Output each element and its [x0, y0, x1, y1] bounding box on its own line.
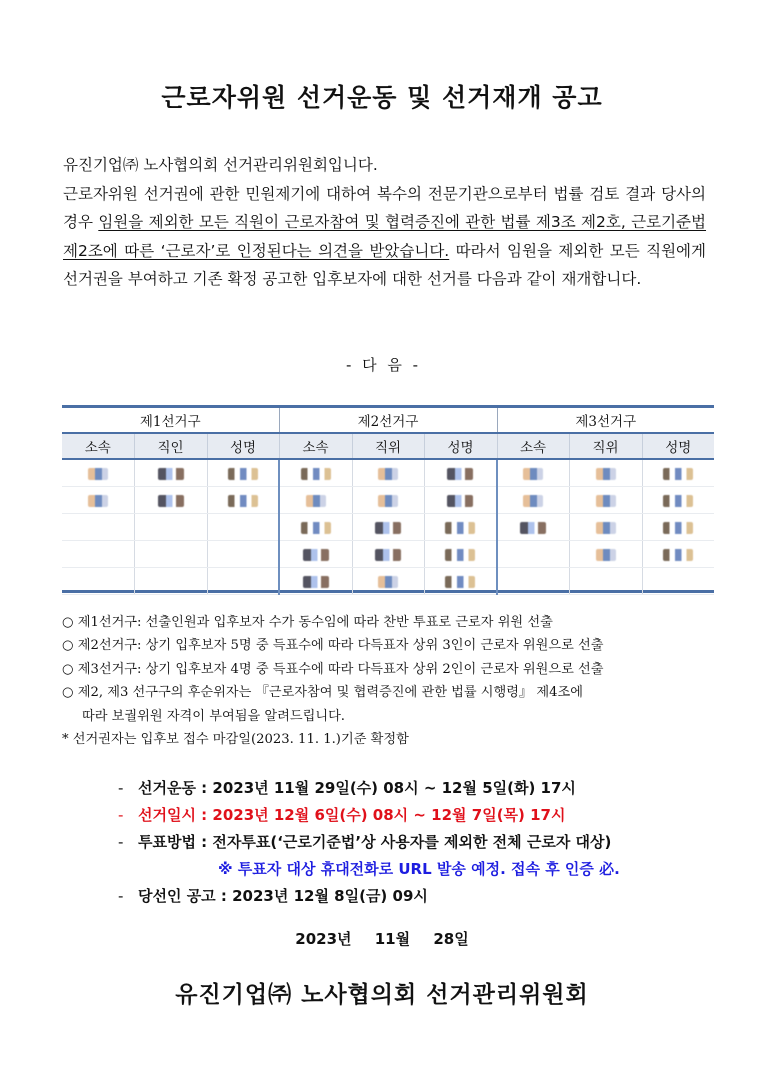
redacted-cell: [158, 468, 184, 480]
redacted-cell: [663, 495, 693, 507]
schedule: [118, 775, 620, 910]
table-row: [62, 568, 714, 595]
notice-date: 2023년 11월 28일: [295, 930, 469, 948]
col-header: 소속: [62, 433, 134, 459]
redacted-cell: [663, 468, 693, 480]
col-header: 소속: [279, 433, 352, 459]
schedule-voting-method: - 투표방법 : 전자투표(‘근로기준법’상 사용자를 제외한 전체 근로자 대상): [118, 833, 612, 851]
redacted-cell: [663, 522, 693, 534]
col-header: 직위: [352, 433, 424, 459]
redacted-cell: [378, 576, 398, 588]
note-voter-basis: * 선거권자는 입후보 접수 마감일(2023. 11. 1.)기준 확정함: [62, 732, 409, 748]
redacted-cell: [447, 495, 473, 507]
schedule-voting-note: ※ 투표자 대상 휴대전화로 URL 발송 예정. 접속 후 인증 必.: [218, 860, 620, 878]
intro-start: 근로자위원 선거권에 관한 민원제기에 대하여 복수의 전문기관으로부터 법률 검토 결과 당사의 경우: [63, 184, 706, 231]
note-zone-1: ○ 제1선거구: 선출인원과 입후보자 수가 동수임에 따라 찬반 투표로 근로자 위원 선출: [62, 615, 553, 630]
redacted-cell: [523, 495, 543, 507]
zone-2-header: 제2선거구: [279, 408, 497, 433]
redacted-cell: [306, 495, 326, 507]
redacted-cell: [520, 522, 546, 534]
redacted-cell: [596, 522, 616, 534]
col-header: 직위: [569, 433, 642, 459]
intro-text: [63, 151, 706, 294]
candidate-table: [62, 405, 714, 593]
redacted-cell: [228, 468, 258, 480]
redacted-cell: [303, 576, 329, 588]
redacted-cell: [158, 495, 184, 507]
intro-end: 따라서 임원을 제외한 모든 직원에게 선거권을 부여하고 기존 확정 공고한 입후보자에 대한 선거를 다음과 같이 재개합니다.: [63, 241, 707, 288]
intro-underlined: 임원을 제외한 모든 직원이 근로자참여 및 협력증진에 관한 법률 제3조 제2호, 근로기준법 제2조에 따른 ‘근로자’로 인정된다는 의견을 받았습니다.: [63, 213, 707, 260]
redacted-cell: [596, 495, 616, 507]
redacted-cell: [445, 549, 475, 561]
notice-title: 근로자위원 선거운동 및 선거재개 공고: [161, 83, 603, 112]
notes-list: [62, 611, 712, 751]
col-header: 성명: [424, 433, 497, 459]
redacted-cell: [88, 495, 108, 507]
redacted-cell: [375, 549, 401, 561]
note-zone-3: ○ 제3선거구: 상기 입후보자 4명 중 득표수에 따라 다득표자 상위 2인이 근로자 위원으로 선출: [62, 661, 604, 677]
redacted-cell: [301, 468, 331, 480]
note-successor: ○ 제2, 제3 선구구의 후순위자는 『근로자참여 및 협력증진에 관한 법률 시행령』 제4조에: [62, 685, 584, 701]
redacted-cell: [375, 522, 401, 534]
redacted-cell: [301, 522, 331, 534]
note-successor-cont: 따라 보궐위원 자격이 부여됨을 알려드립니다.: [82, 708, 346, 724]
col-header: 성명: [642, 433, 714, 459]
redacted-cell: [88, 468, 108, 480]
col-header: 직인: [134, 433, 207, 459]
col-header: 소속: [497, 433, 569, 459]
intro-line-1: 유진기업㈜ 노사협의회 선거관리위원회입니다.: [63, 156, 378, 174]
redacted-cell: [378, 468, 398, 480]
zone-3-header: 제3선거구: [497, 408, 714, 433]
redacted-cell: [445, 576, 475, 588]
zone-1-header: 제1선거구: [62, 408, 279, 433]
redacted-cell: [303, 549, 329, 561]
table-row: [62, 459, 714, 487]
redacted-cell: [378, 495, 398, 507]
note-zone-2: ○ 제2선거구: 상기 입후보자 5명 중 득표수에 따라 다득표자 상위 3인이 근로자 위원으로 선출: [62, 638, 604, 654]
redacted-cell: [445, 522, 475, 534]
redacted-cell: [228, 495, 258, 507]
redacted-cell: [596, 549, 616, 561]
dagum-heading: - 다 음 -: [345, 356, 419, 374]
issuer-signature: 유진기업㈜ 노사협의회 선거관리위원회: [175, 982, 589, 1008]
col-header: 성명: [207, 433, 279, 459]
redacted-cell: [447, 468, 473, 480]
intro-paragraph: [63, 180, 706, 294]
redacted-cell: [596, 468, 616, 480]
table-row: [62, 514, 714, 541]
redacted-cell: [663, 549, 693, 561]
schedule-announcement: - 당선인 공고 : 2023년 12월 8일(금) 09시: [118, 887, 428, 905]
schedule-campaign: - 선거운동 : 2023년 11월 29일(수) 08시 ~ 12월 5일(화) 17시: [118, 779, 576, 797]
table-row: [62, 487, 714, 514]
redacted-cell: [523, 468, 543, 480]
schedule-election: - 선거일시 : 2023년 12월 6일(수) 08시 ~ 12월 7일(목) 17시: [118, 806, 566, 824]
table-row: [62, 541, 714, 568]
